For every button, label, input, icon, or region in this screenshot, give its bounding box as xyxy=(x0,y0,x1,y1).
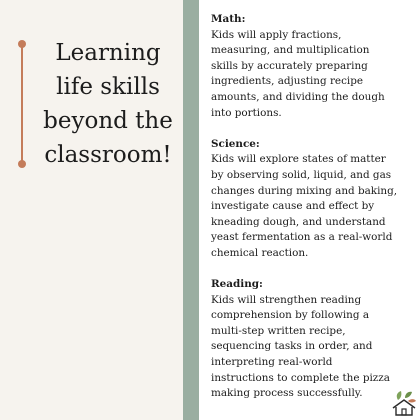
section-body xyxy=(211,152,411,261)
body-line: amounts, and dividing the dough xyxy=(211,90,385,103)
headline-line: Learning xyxy=(55,40,161,66)
body-line: by observing solid, liquid, and gas xyxy=(211,168,392,181)
divider-bar xyxy=(183,0,199,420)
section-title: Math: xyxy=(211,13,246,25)
body-line: measuring, and multiplication xyxy=(211,44,370,57)
body-line: Kids will explore states of matter xyxy=(211,153,386,166)
house-with-leaves-logo-icon xyxy=(390,386,418,416)
body-line: instructions to complete the pizza xyxy=(211,371,390,384)
body-line: Kids will apply fractions, xyxy=(211,28,342,41)
section-title: Reading: xyxy=(211,278,263,291)
reading-section xyxy=(211,277,411,402)
math-section xyxy=(211,12,411,121)
accent-dot-bottom xyxy=(18,160,26,168)
headline-line: classroom! xyxy=(44,142,172,168)
accent-line xyxy=(21,45,23,164)
body-line: investigate cause and effect by xyxy=(211,200,375,213)
accent-dot-top xyxy=(18,40,26,48)
body-line: kneading dough, and understand xyxy=(211,215,386,228)
body-line: yeast fermentation as a real-world xyxy=(211,231,393,244)
body-line: ingredients, adjusting recipe xyxy=(211,75,364,88)
left-panel xyxy=(0,0,183,420)
body-line: making process successfully. xyxy=(211,387,363,400)
headline xyxy=(34,36,182,172)
section-body xyxy=(211,28,411,122)
body-line: interpreting real-world xyxy=(211,356,333,369)
body-line: into portions. xyxy=(211,106,282,119)
body-line: sequencing tasks in order, and xyxy=(211,340,373,353)
body-line: multi-step written recipe, xyxy=(211,324,346,337)
section-title: Science: xyxy=(211,137,260,150)
science-section xyxy=(211,137,411,262)
body-line: skills by accurately preparing xyxy=(211,59,368,72)
section-body xyxy=(211,293,411,402)
headline-line: life skills xyxy=(56,74,160,100)
body-line: changes during mixing and baking, xyxy=(211,184,398,197)
headline-line: beyond the xyxy=(43,108,173,134)
body-line: chemical reaction. xyxy=(211,246,309,259)
body-line: comprehension by following a xyxy=(211,309,370,322)
body-line: Kids will strengthen reading xyxy=(211,293,362,306)
subject-content xyxy=(211,12,411,417)
